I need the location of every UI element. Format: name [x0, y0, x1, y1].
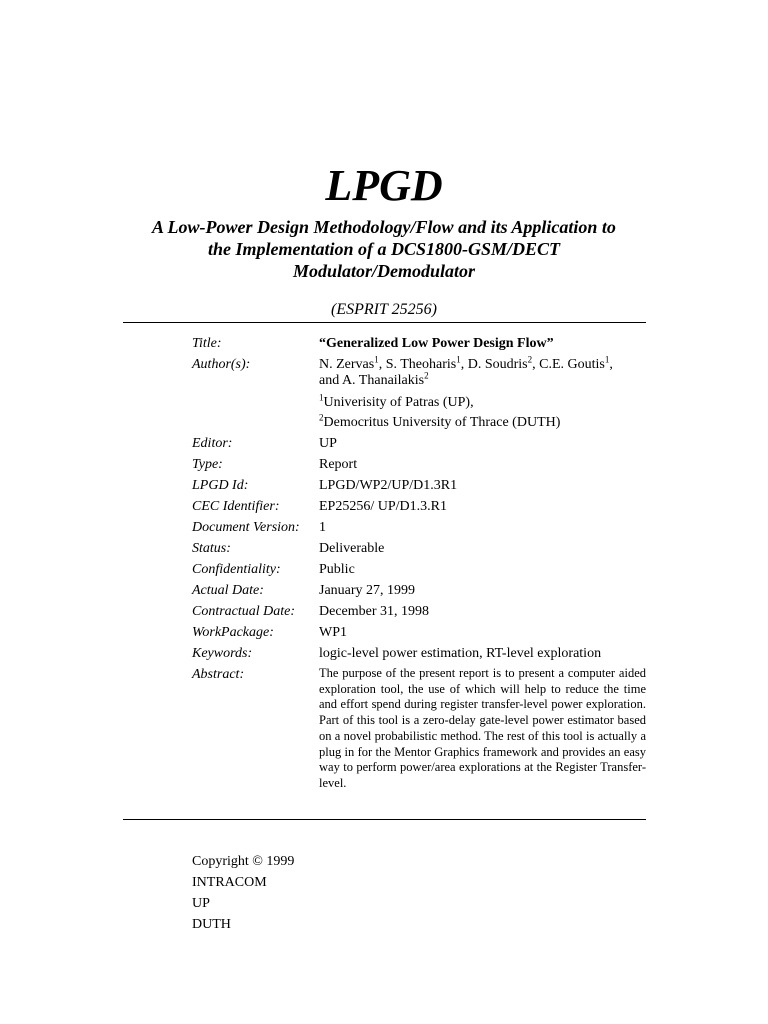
meta-row-actual-date — [192, 581, 646, 601]
copyright-holder: UP — [192, 896, 210, 911]
meta-label: Actual Date: — [192, 583, 264, 598]
author-name: , D. Soudris — [460, 357, 528, 372]
author-name: and A. Thanailakis — [319, 373, 425, 388]
meta-label: Status: — [192, 541, 231, 556]
author-separator: , — [609, 357, 613, 372]
meta-row-document-version — [192, 518, 646, 538]
meta-row-lpgd-id — [192, 476, 646, 496]
meta-label: Title: — [192, 336, 222, 351]
meta-label: Confidentiality: — [192, 562, 281, 577]
meta-value-authors — [319, 355, 646, 433]
affiliation-marker: 1 — [604, 354, 610, 365]
meta-label: Editor: — [192, 436, 233, 451]
meta-value-status: Deliverable — [319, 541, 385, 556]
meta-value-workpackage: WP1 — [319, 625, 347, 640]
bottom-divider — [123, 819, 646, 820]
affiliation-marker: 2 — [319, 412, 324, 423]
meta-value-abstract: The purpose of the present report is to present a computer aided exploration tool, the use of which will help to reduce the time and effort spend during register transfer-level power exploration. Part of this tool is a zero-delay gate-level power estimator based on a novel probabilistic method. The rest of this tool is actually a plug in for the Mentor Graphics framework and provides an easy way to perform power/area explorations at the Register Transfer-level. — [319, 666, 646, 790]
top-divider — [123, 322, 646, 323]
affiliation-marker: 1 — [456, 354, 461, 365]
project-code: (ESPRIT 25256) — [331, 301, 437, 318]
meta-label: Document Version: — [192, 520, 300, 535]
copyright-block — [192, 851, 294, 935]
meta-row-title — [192, 334, 646, 354]
meta-label: Author(s): — [192, 357, 251, 372]
document-subtitle — [100, 216, 668, 282]
meta-row-confidentiality — [192, 560, 646, 580]
author-name: , C.E. Goutis — [532, 357, 605, 372]
meta-value-confidentiality: Public — [319, 562, 355, 577]
meta-row-keywords — [192, 644, 646, 664]
subtitle-line: the Implementation of a DCS1800-GSM/DECT — [207, 239, 561, 259]
meta-value-editor: UP — [319, 436, 337, 451]
affiliation-name: Democritus University of Thrace (DUTH) — [323, 415, 561, 430]
meta-label: Keywords: — [192, 646, 253, 661]
meta-row-cec-identifier — [192, 497, 646, 517]
meta-row-authors — [192, 355, 646, 433]
meta-value-document-version: 1 — [319, 520, 326, 535]
meta-row-type — [192, 455, 646, 475]
meta-value-actual-date: January 27, 1999 — [319, 583, 416, 598]
author-name: , S. Theoharis — [378, 357, 457, 372]
meta-value-title: “Generalized Low Power Design Flow” — [319, 336, 554, 351]
meta-row-abstract — [192, 665, 646, 792]
meta-value-contractual-date: December 31, 1998 — [319, 604, 430, 619]
meta-label: CEC Identifier: — [192, 499, 280, 514]
meta-value-keywords: logic-level power estimation, RT-level exploration — [319, 646, 602, 661]
copyright-holder: DUTH — [192, 917, 231, 932]
meta-row-workpackage — [192, 623, 646, 643]
meta-value-type: Report — [319, 457, 358, 472]
meta-row-editor — [192, 434, 646, 454]
meta-value-lpgd-id: LPGD/WP2/UP/D1.3R1 — [319, 478, 458, 493]
meta-label: WorkPackage: — [192, 625, 274, 640]
affiliation-marker: 1 — [374, 354, 379, 365]
subtitle-line: Modulator/Demodulator — [292, 261, 476, 281]
copyright-line: Copyright © 1999 — [192, 854, 295, 869]
affiliation-marker: 1 — [319, 392, 324, 403]
meta-label: Type: — [192, 457, 223, 472]
copyright-holder: INTRACOM — [192, 875, 267, 890]
document-title: LPGD — [325, 161, 443, 210]
meta-row-status — [192, 539, 646, 559]
author-name: N. Zervas — [319, 357, 375, 372]
meta-label: LPGD Id: — [192, 478, 249, 493]
affiliation-marker: 2 — [527, 354, 533, 365]
affiliation-marker: 2 — [424, 370, 429, 381]
metadata-table — [192, 334, 646, 793]
meta-label: Contractual Date: — [192, 604, 296, 619]
subtitle-line: A Low-Power Design Methodology/Flow and its Application to — [152, 217, 616, 237]
meta-value-cec-identifier: EP25256/ UP/D1.3.R1 — [319, 499, 447, 514]
meta-label: Abstract: — [192, 667, 245, 682]
meta-row-contractual-date — [192, 602, 646, 622]
affiliation-name: Univerisity of Patras (UP), — [323, 395, 474, 410]
